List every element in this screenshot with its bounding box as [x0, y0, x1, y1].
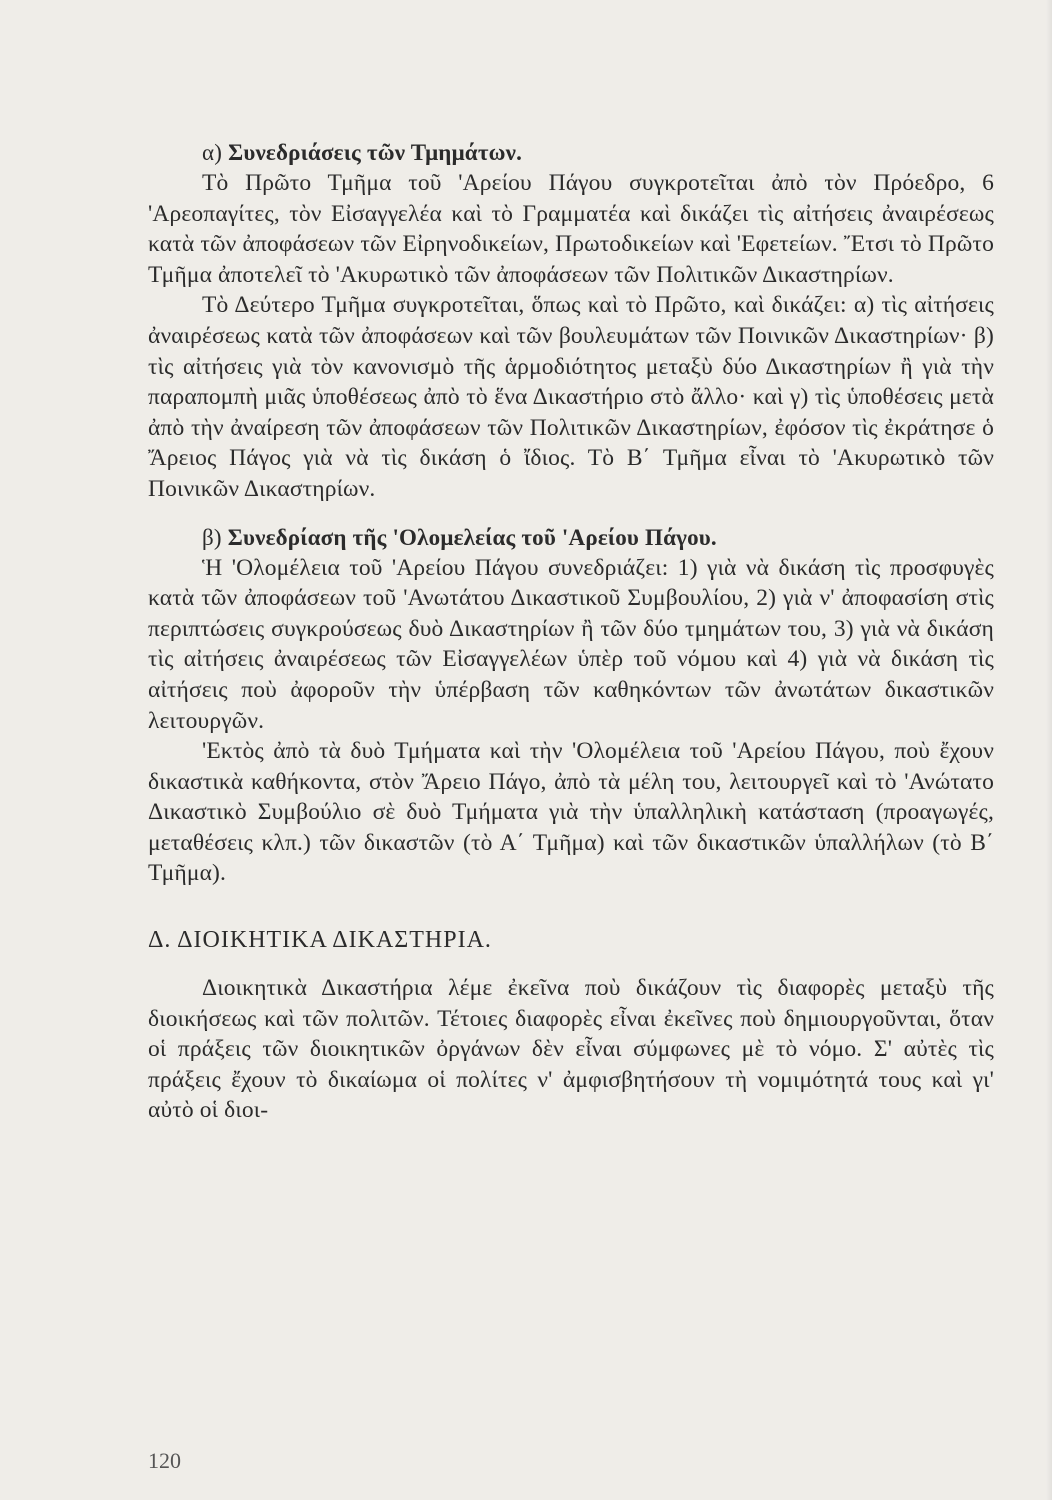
subsection-b-label: β) [202, 524, 222, 550]
subsection-b-title: Συνεδρίαση τῆς 'Ολομελείας τοῦ 'Αρείου Πάγου. [227, 524, 717, 550]
subsection-a-heading [148, 138, 994, 168]
scan-edge-shadow [1046, 0, 1052, 1500]
subsection-a-label: α) [202, 140, 223, 165]
paragraph-first-chamber: Τὸ Πρῶτο Τμῆμα τοῦ 'Αρείου Πάγου συγκροτεῖται ἀπὸ τὸν Πρόεδρο, 6 'Αρεοπαγίτες, τὸν Εἰσαγγελέα καὶ τὸ Γραμματέα καὶ δικάζει τὶς αἰτήσεις ἀναιρέσεως κατὰ τῶν ἀποφάσεων τῶν Εἰρηνοδικείων, Πρωτοδικείων καὶ 'Εφετείων. Ἔτσι τὸ Πρῶτο Τμῆμα ἀποτελεῖ τὸ 'Ακυρωτικὸ τῶν ἀποφάσεων τῶν Πολιτικῶν Δικαστηρίων. [148, 170, 994, 288]
subsection-a-title: Συνεδριάσεις τῶν Τμημάτων. [228, 140, 523, 165]
page-number: 120 [148, 1448, 181, 1473]
paragraph-second-chamber: Τὸ Δεύτερο Τμῆμα συγκροτεῖται, ὅπως καὶ τὸ Πρῶτο, καὶ δικάζει: α) τὶς αἰτήσεις ἀναιρέσεως κατὰ τῶν ἀποφάσεων καὶ τῶν βουλευμάτων τῶν Ποινικῶν Δικαστηρίων· β) τὶς αἰτήσεις γιὰ τὸν κανονισμὸ τῆς ἁρμοδιότητος μεταξὺ δύο Δικαστηρίων ἢ γιὰ τὴν παραπομπὴ μιᾶς ὑποθέσεως ἀπὸ τὸ ἕνα Δικαστήριο στὸ ἄλλο· καὶ γ) τὶς ὑποθέσεις μετὰ ἀπὸ τὴν ἀναίρεση τῶν ἀποφάσεων τῶν Πολιτικῶν Δικαστηρίων, ἐφόσον τὶς ἐκράτησε ὁ Ἄρειος Πάγος γιὰ νὰ τὶς δικάση ὁ ἴδιος. Τὸ Β΄ Τμῆμα εἶναι τὸ 'Ακυρωτικὸ τῶν Ποινικῶν Δικαστηρίων. [148, 292, 994, 502]
paragraph-administrative-courts: Διοικητικὰ Δικαστήρια λέμε ἐκεῖνα ποὺ δικάζουν τὶς διαφορὲς μεταξὺ τῆς διοικήσεως καὶ τῶν πολιτῶν. Τέτοιες διαφορὲς εἶναι ἐκεῖνες ποὺ δημιουργοῦνται, ὅταν οἱ πράξεις τῶν διοικητικῶν ὀργάνων δὲν εἶναι σύμφωνες μὲ τὸ νόμο. Σ' αὐτὲς τὶς πράξεις ἔχουν τὸ δικαίωμα οἱ πολίτες ν' ἀμφισβητήσουν τὴ νομιμότητά τους καὶ γι' αὐτὸ οἱ διοι- [148, 975, 994, 1124]
section-d-title: Δ. ΔΙΟΙΚΗΤΙΚΑ ΔΙΚΑΣΤΗΡΙΑ. [148, 927, 492, 954]
page-content [148, 138, 994, 1126]
paragraph-supreme-council: 'Εκτὸς ἀπὸ τὰ δυὸ Τμήματα καὶ τὴν 'Ολομέλεια τοῦ 'Αρείου Πάγου, ποὺ ἔχουν δικαστικὰ καθήκοντα, στὸν Ἄρειο Πάγο, ἀπὸ τὰ μέλη του, λειτουργεῖ καὶ τὸ 'Ανώτατο Δικαστικὸ Συμβούλιο σὲ δυὸ Τμήματα γιὰ τὴν ὑπαλληλικὴ κατάσταση (προαγωγές, μεταθέσεις κλπ.) τῶν δικαστῶν (τὸ Α΄ Τμῆμα) καὶ τῶν δικαστικῶν ὑπαλλήλων (τὸ Β΄ Τμῆμα). [148, 738, 994, 887]
paragraph-plenary: Ἡ 'Ολομέλεια τοῦ 'Αρείου Πάγου συνεδριάζει: 1) γιὰ νὰ δικάση τὶς προσφυγὲς κατὰ τῶν ἀποφάσεων τοῦ 'Ανωτάτου Δικαστικοῦ Συμβουλίου, 2) γιὰ ν' ἀποφασίση στὶς περιπτώσεις συγκρούσεως δυὸ Δικαστηρίων ἢ τῶν δύο τμημάτων του, 3) γιὰ νὰ δικάση τὶς αἰτήσεις ἀναιρέσεως τῶν Εἰσαγγελέων ὑπὲρ τοῦ νόμου καὶ 4) γιὰ νὰ δικάση τὶς αἰτήσεις ποὺ ἀφοροῦν τὴν ὑπέρβαση τῶν καθηκόντων τῶν ἀνωτάτων δικαστικῶν λειτουργῶν. [148, 554, 994, 734]
subsection-b-heading [148, 523, 994, 553]
